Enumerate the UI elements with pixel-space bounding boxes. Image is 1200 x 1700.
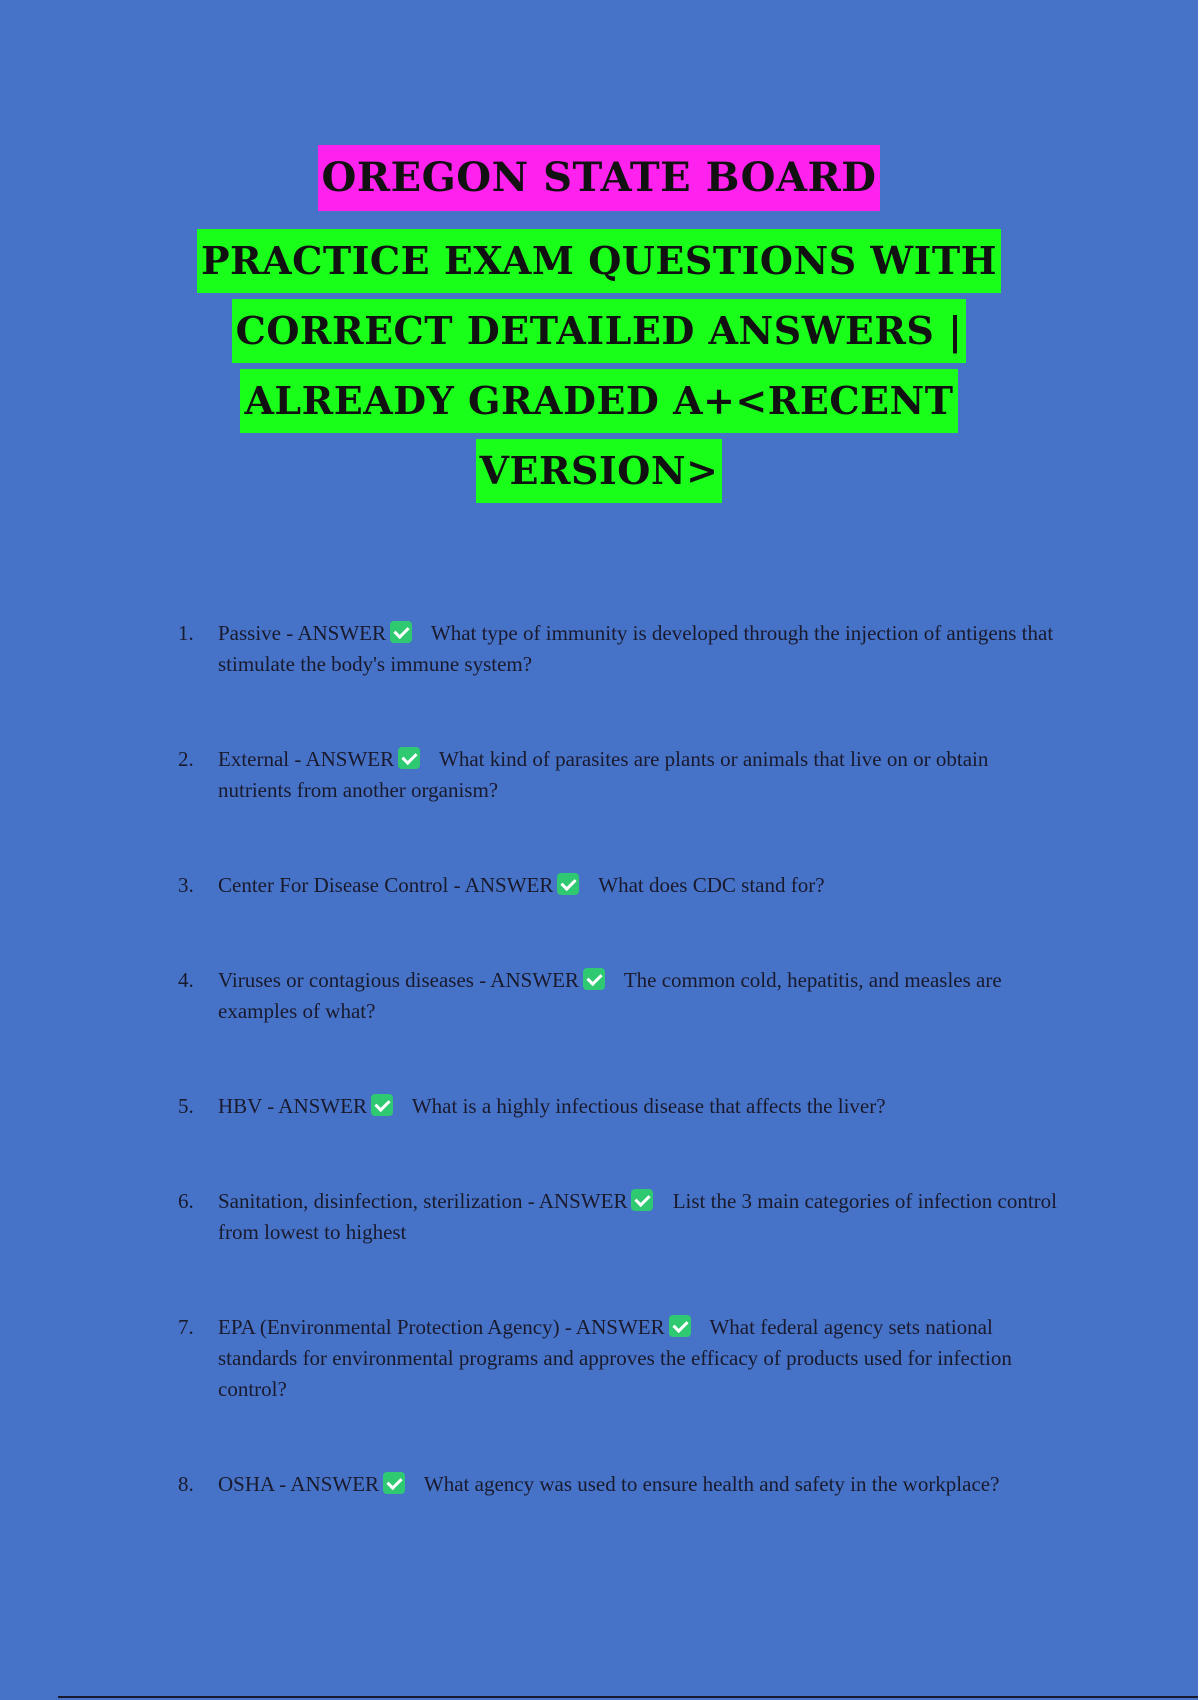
answer-text: Center For Disease Control bbox=[218, 873, 449, 897]
list-item bbox=[178, 1091, 1058, 1122]
check-mark-icon bbox=[583, 968, 605, 990]
question-text: What type of immunity is developed through the injection of antigens that stimulate the body's immune system? bbox=[218, 621, 1054, 676]
answer-marker: - ANSWER bbox=[286, 621, 386, 645]
answer-marker: - ANSWER bbox=[527, 1189, 628, 1213]
answer-marker: - ANSWER bbox=[279, 1472, 380, 1496]
subtitle-line-2: CORRECT DETAILED ANSWERS | bbox=[232, 299, 967, 363]
answer-text: OSHA bbox=[218, 1472, 275, 1496]
check-mark-icon bbox=[669, 1315, 691, 1337]
page-divider bbox=[58, 1696, 1198, 1698]
answer-text: HBV bbox=[218, 1094, 262, 1118]
item-number: 2. bbox=[178, 747, 194, 771]
list-item bbox=[178, 1312, 1058, 1405]
list-item bbox=[178, 1186, 1058, 1248]
question-text: What is a highly infectious disease that affects the liver? bbox=[411, 1094, 886, 1118]
item-number: 5. bbox=[178, 1094, 194, 1118]
question-text: What federal agency sets national standards for environmental programs and approves the efficacy of products used for infection control? bbox=[218, 1315, 1012, 1401]
subtitle-line-3: ALREADY GRADED A+<RECENT bbox=[240, 369, 957, 433]
question-text: What does CDC stand for? bbox=[598, 873, 825, 897]
question-text: The common cold, hepatitis, and measles are examples of what? bbox=[218, 968, 1002, 1023]
answer-text: Viruses or contagious diseases bbox=[218, 968, 474, 992]
check-mark-icon bbox=[390, 621, 412, 643]
check-mark-icon bbox=[383, 1472, 405, 1494]
answer-text: Sanitation, disinfection, sterilization bbox=[218, 1189, 523, 1213]
list-item bbox=[178, 744, 1058, 806]
answer-marker: - ANSWER bbox=[564, 1315, 665, 1339]
list-item bbox=[178, 618, 1058, 680]
item-number: 6. bbox=[178, 1189, 194, 1213]
item-number: 3. bbox=[178, 873, 194, 897]
check-mark-icon bbox=[398, 747, 420, 769]
item-number: 1. bbox=[178, 621, 194, 645]
document-title: OREGON STATE BOARD bbox=[318, 145, 881, 211]
question-text: List the 3 main categories of infection control from lowest to highest bbox=[218, 1189, 1057, 1244]
check-mark-icon bbox=[557, 873, 579, 895]
check-mark-icon bbox=[631, 1189, 653, 1211]
answer-marker: - ANSWER bbox=[479, 968, 579, 992]
answer-text: EPA (Environmental Protection Agency) bbox=[218, 1315, 560, 1339]
list-item bbox=[178, 1469, 1058, 1500]
question-list bbox=[178, 618, 1058, 1564]
answer-text: External bbox=[218, 747, 290, 771]
list-item bbox=[178, 965, 1058, 1027]
item-number: 7. bbox=[178, 1315, 194, 1339]
question-text: What agency was used to ensure health and safety in the workplace? bbox=[423, 1472, 1000, 1496]
check-mark-icon bbox=[371, 1094, 393, 1116]
question-text: What kind of parasites are plants or animals that live on or obtain nutrients from another organism? bbox=[218, 747, 989, 802]
title-block bbox=[0, 145, 1198, 509]
answer-marker: - ANSWER bbox=[453, 873, 554, 897]
subtitle-line-4: VERSION> bbox=[476, 439, 723, 503]
subtitle-line-1: PRACTICE EXAM QUESTIONS WITH bbox=[197, 229, 1001, 293]
answer-marker: - ANSWER bbox=[267, 1094, 367, 1118]
item-number: 8. bbox=[178, 1472, 194, 1496]
answer-text: Passive bbox=[218, 621, 281, 645]
document-subtitle bbox=[0, 229, 1198, 509]
answer-marker: - ANSWER bbox=[294, 747, 395, 771]
list-item bbox=[178, 870, 1058, 901]
item-number: 4. bbox=[178, 968, 194, 992]
